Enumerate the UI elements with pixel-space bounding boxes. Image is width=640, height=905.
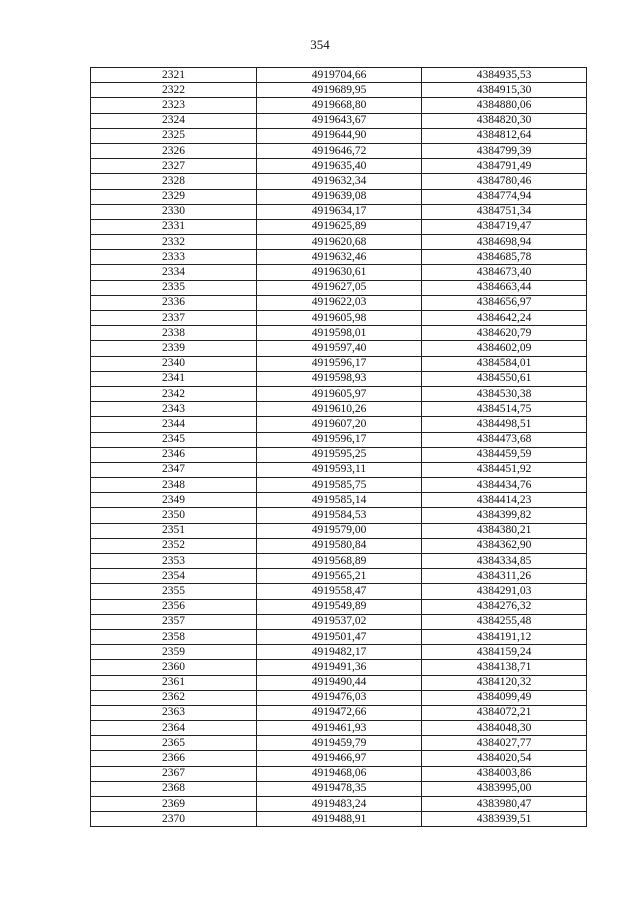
x-coordinate-cell: 4919596,17 — [257, 356, 422, 371]
point-number-cell: 2354 — [91, 569, 257, 584]
point-number-cell: 2361 — [91, 675, 257, 690]
point-number-cell: 2324 — [91, 113, 257, 128]
table-row — [91, 751, 587, 766]
table-row — [91, 371, 587, 386]
y-coordinate-cell: 4384020,54 — [422, 751, 587, 766]
y-coordinate-cell: 4384099,49 — [422, 690, 587, 705]
y-coordinate-cell: 4384362,90 — [422, 538, 587, 553]
y-coordinate-cell: 4384048,30 — [422, 721, 587, 736]
point-number-cell: 2351 — [91, 523, 257, 538]
y-coordinate-cell: 4384799,39 — [422, 143, 587, 158]
table-row — [91, 660, 587, 675]
y-coordinate-cell: 4384698,94 — [422, 235, 587, 250]
y-coordinate-cell: 4384291,03 — [422, 584, 587, 599]
table-row — [91, 614, 587, 629]
x-coordinate-cell: 4919596,17 — [257, 432, 422, 447]
x-coordinate-cell: 4919501,47 — [257, 629, 422, 644]
x-coordinate-cell: 4919549,89 — [257, 599, 422, 614]
table-row — [91, 797, 587, 812]
x-coordinate-cell: 4919466,97 — [257, 751, 422, 766]
y-coordinate-cell: 4384138,71 — [422, 660, 587, 675]
x-coordinate-cell: 4919610,26 — [257, 402, 422, 417]
y-coordinate-cell: 4384276,32 — [422, 599, 587, 614]
x-coordinate-cell: 4919605,97 — [257, 386, 422, 401]
y-coordinate-cell: 4384880,06 — [422, 98, 587, 113]
point-number-cell: 2334 — [91, 265, 257, 280]
table-row — [91, 295, 587, 310]
x-coordinate-cell: 4919483,24 — [257, 797, 422, 812]
point-number-cell: 2347 — [91, 462, 257, 477]
point-number-cell: 2342 — [91, 386, 257, 401]
table-row — [91, 462, 587, 477]
y-coordinate-cell: 4384399,82 — [422, 508, 587, 523]
y-coordinate-cell: 4384719,47 — [422, 219, 587, 234]
table-row — [91, 83, 587, 98]
point-number-cell: 2352 — [91, 538, 257, 553]
point-number-cell: 2360 — [91, 660, 257, 675]
table-row — [91, 98, 587, 113]
x-coordinate-cell: 4919585,14 — [257, 493, 422, 508]
y-coordinate-cell: 4384120,32 — [422, 675, 587, 690]
table-row — [91, 128, 587, 143]
table-row — [91, 584, 587, 599]
point-number-cell: 2369 — [91, 797, 257, 812]
x-coordinate-cell: 4919643,67 — [257, 113, 422, 128]
y-coordinate-cell: 4384414,23 — [422, 493, 587, 508]
y-coordinate-cell: 4384685,78 — [422, 250, 587, 265]
point-number-cell: 2341 — [91, 371, 257, 386]
table-row — [91, 219, 587, 234]
x-coordinate-cell: 4919598,93 — [257, 371, 422, 386]
point-number-cell: 2336 — [91, 295, 257, 310]
table-row — [91, 645, 587, 660]
x-coordinate-cell: 4919620,68 — [257, 235, 422, 250]
x-coordinate-cell: 4919568,89 — [257, 554, 422, 569]
table-row — [91, 250, 587, 265]
y-coordinate-cell: 4384191,12 — [422, 629, 587, 644]
x-coordinate-cell: 4919644,90 — [257, 128, 422, 143]
point-number-cell: 2355 — [91, 584, 257, 599]
table-row — [91, 508, 587, 523]
x-coordinate-cell: 4919459,79 — [257, 736, 422, 751]
point-number-cell: 2365 — [91, 736, 257, 751]
table-row — [91, 326, 587, 341]
table-row — [91, 569, 587, 584]
table-row — [91, 523, 587, 538]
y-coordinate-cell: 4384620,79 — [422, 326, 587, 341]
y-coordinate-cell: 4384159,24 — [422, 645, 587, 660]
point-number-cell: 2344 — [91, 417, 257, 432]
x-coordinate-cell: 4919580,84 — [257, 538, 422, 553]
table-row — [91, 538, 587, 553]
x-coordinate-cell: 4919639,08 — [257, 189, 422, 204]
x-coordinate-cell: 4919605,98 — [257, 311, 422, 326]
table-row — [91, 68, 587, 83]
y-coordinate-cell: 4384027,77 — [422, 736, 587, 751]
x-coordinate-cell: 4919476,03 — [257, 690, 422, 705]
table-row — [91, 812, 587, 827]
y-coordinate-cell: 4384602,09 — [422, 341, 587, 356]
x-coordinate-cell: 4919488,91 — [257, 812, 422, 827]
table-row — [91, 402, 587, 417]
table-row — [91, 721, 587, 736]
point-number-cell: 2330 — [91, 204, 257, 219]
x-coordinate-cell: 4919632,34 — [257, 174, 422, 189]
x-coordinate-cell: 4919579,00 — [257, 523, 422, 538]
x-coordinate-cell: 4919630,61 — [257, 265, 422, 280]
y-coordinate-cell: 4384255,48 — [422, 614, 587, 629]
table-row — [91, 265, 587, 280]
y-coordinate-cell: 4384380,21 — [422, 523, 587, 538]
y-coordinate-cell: 4383939,51 — [422, 812, 587, 827]
x-coordinate-cell: 4919668,80 — [257, 98, 422, 113]
point-number-cell: 2364 — [91, 721, 257, 736]
y-coordinate-cell: 4384003,86 — [422, 766, 587, 781]
x-coordinate-cell: 4919491,36 — [257, 660, 422, 675]
y-coordinate-cell: 4384072,21 — [422, 705, 587, 720]
x-coordinate-cell: 4919598,01 — [257, 326, 422, 341]
table-row — [91, 705, 587, 720]
point-number-cell: 2327 — [91, 159, 257, 174]
point-number-cell: 2340 — [91, 356, 257, 371]
table-row — [91, 493, 587, 508]
y-coordinate-cell: 4384751,34 — [422, 204, 587, 219]
point-number-cell: 2339 — [91, 341, 257, 356]
table-row — [91, 280, 587, 295]
table-row — [91, 675, 587, 690]
point-number-cell: 2359 — [91, 645, 257, 660]
y-coordinate-cell: 4384434,76 — [422, 478, 587, 493]
table-row — [91, 113, 587, 128]
y-coordinate-cell: 4384550,61 — [422, 371, 587, 386]
x-coordinate-cell: 4919595,25 — [257, 447, 422, 462]
y-coordinate-cell: 4384673,40 — [422, 265, 587, 280]
table-row — [91, 599, 587, 614]
x-coordinate-cell: 4919622,03 — [257, 295, 422, 310]
y-coordinate-cell: 4384459,59 — [422, 447, 587, 462]
coordinates-table-body — [91, 68, 587, 827]
y-coordinate-cell: 4384334,85 — [422, 554, 587, 569]
point-number-cell: 2366 — [91, 751, 257, 766]
point-number-cell: 2358 — [91, 629, 257, 644]
x-coordinate-cell: 4919634,17 — [257, 204, 422, 219]
y-coordinate-cell: 4384498,51 — [422, 417, 587, 432]
point-number-cell: 2335 — [91, 280, 257, 295]
table-row — [91, 143, 587, 158]
x-coordinate-cell: 4919482,17 — [257, 645, 422, 660]
point-number-cell: 2321 — [91, 68, 257, 83]
x-coordinate-cell: 4919585,75 — [257, 478, 422, 493]
table-row — [91, 766, 587, 781]
x-coordinate-cell: 4919490,44 — [257, 675, 422, 690]
table-row — [91, 189, 587, 204]
point-number-cell: 2348 — [91, 478, 257, 493]
point-number-cell: 2357 — [91, 614, 257, 629]
table-row — [91, 781, 587, 796]
point-number-cell: 2370 — [91, 812, 257, 827]
y-coordinate-cell: 4384820,30 — [422, 113, 587, 128]
x-coordinate-cell: 4919597,40 — [257, 341, 422, 356]
x-coordinate-cell: 4919461,93 — [257, 721, 422, 736]
table-row — [91, 736, 587, 751]
y-coordinate-cell: 4384791,49 — [422, 159, 587, 174]
x-coordinate-cell: 4919632,46 — [257, 250, 422, 265]
point-number-cell: 2332 — [91, 235, 257, 250]
point-number-cell: 2322 — [91, 83, 257, 98]
x-coordinate-cell: 4919689,95 — [257, 83, 422, 98]
coordinates-table — [90, 67, 587, 827]
point-number-cell: 2338 — [91, 326, 257, 341]
point-number-cell: 2331 — [91, 219, 257, 234]
y-coordinate-cell: 4384774,94 — [422, 189, 587, 204]
table-row — [91, 235, 587, 250]
y-coordinate-cell: 4384642,24 — [422, 311, 587, 326]
y-coordinate-cell: 4384473,68 — [422, 432, 587, 447]
y-coordinate-cell: 4384935,53 — [422, 68, 587, 83]
x-coordinate-cell: 4919558,47 — [257, 584, 422, 599]
x-coordinate-cell: 4919584,53 — [257, 508, 422, 523]
table-row — [91, 629, 587, 644]
table-row — [91, 478, 587, 493]
x-coordinate-cell: 4919565,21 — [257, 569, 422, 584]
y-coordinate-cell: 4384915,30 — [422, 83, 587, 98]
point-number-cell: 2367 — [91, 766, 257, 781]
x-coordinate-cell: 4919468,06 — [257, 766, 422, 781]
table-row — [91, 447, 587, 462]
point-number-cell: 2350 — [91, 508, 257, 523]
point-number-cell: 2363 — [91, 705, 257, 720]
y-coordinate-cell: 4384812,64 — [422, 128, 587, 143]
point-number-cell: 2328 — [91, 174, 257, 189]
point-number-cell: 2343 — [91, 402, 257, 417]
y-coordinate-cell: 4384663,44 — [422, 280, 587, 295]
table-row — [91, 690, 587, 705]
y-coordinate-cell: 4383980,47 — [422, 797, 587, 812]
point-number-cell: 2333 — [91, 250, 257, 265]
y-coordinate-cell: 4384311,26 — [422, 569, 587, 584]
point-number-cell: 2329 — [91, 189, 257, 204]
point-number-cell: 2323 — [91, 98, 257, 113]
table-row — [91, 386, 587, 401]
table-row — [91, 432, 587, 447]
x-coordinate-cell: 4919472,66 — [257, 705, 422, 720]
point-number-cell: 2368 — [91, 781, 257, 796]
x-coordinate-cell: 4919537,02 — [257, 614, 422, 629]
table-row — [91, 356, 587, 371]
x-coordinate-cell: 4919704,66 — [257, 68, 422, 83]
y-coordinate-cell: 4384656,97 — [422, 295, 587, 310]
y-coordinate-cell: 4384514,75 — [422, 402, 587, 417]
y-coordinate-cell: 4384780,46 — [422, 174, 587, 189]
x-coordinate-cell: 4919478,35 — [257, 781, 422, 796]
x-coordinate-cell: 4919607,20 — [257, 417, 422, 432]
table-row — [91, 159, 587, 174]
point-number-cell: 2345 — [91, 432, 257, 447]
point-number-cell: 2353 — [91, 554, 257, 569]
x-coordinate-cell: 4919593,11 — [257, 462, 422, 477]
x-coordinate-cell: 4919625,89 — [257, 219, 422, 234]
y-coordinate-cell: 4384451,92 — [422, 462, 587, 477]
table-row — [91, 311, 587, 326]
point-number-cell: 2356 — [91, 599, 257, 614]
point-number-cell: 2326 — [91, 143, 257, 158]
y-coordinate-cell: 4384530,38 — [422, 386, 587, 401]
point-number-cell: 2346 — [91, 447, 257, 462]
table-row — [91, 174, 587, 189]
y-coordinate-cell: 4383995,00 — [422, 781, 587, 796]
x-coordinate-cell: 4919627,05 — [257, 280, 422, 295]
y-coordinate-cell: 4384584,01 — [422, 356, 587, 371]
point-number-cell: 2325 — [91, 128, 257, 143]
x-coordinate-cell: 4919646,72 — [257, 143, 422, 158]
table-row — [91, 204, 587, 219]
point-number-cell: 2362 — [91, 690, 257, 705]
table-row — [91, 341, 587, 356]
table-row — [91, 554, 587, 569]
point-number-cell: 2337 — [91, 311, 257, 326]
x-coordinate-cell: 4919635,40 — [257, 159, 422, 174]
table-row — [91, 417, 587, 432]
point-number-cell: 2349 — [91, 493, 257, 508]
page-number: 354 — [310, 37, 330, 52]
